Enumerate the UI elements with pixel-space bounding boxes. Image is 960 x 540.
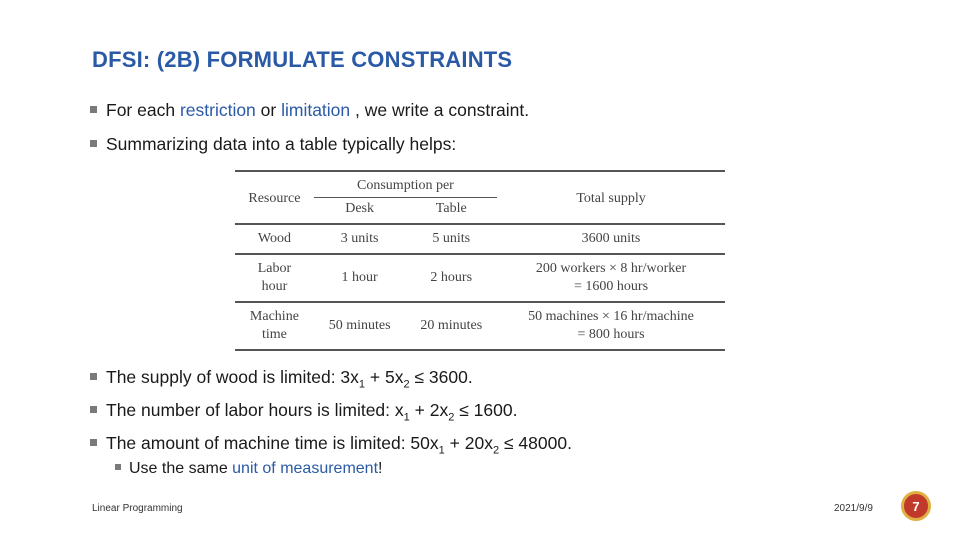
cell-total: 3600 units [497,224,725,254]
cell-resource: Machine time [235,302,314,350]
cell-total: 50 machines × 16 hr/machine = 800 hours [497,302,725,350]
bullet-summarizing: Summarizing data into a table typically helps: [90,134,456,155]
cell-total: 200 workers × 8 hr/worker = 1600 hours [497,254,725,302]
bullet-marker-icon [90,406,97,413]
keyword-limitation: limitation [281,100,351,120]
resource-table [235,170,725,351]
cell-desk: 1 hour [314,254,406,302]
footer-course-name: Linear Programming [92,503,183,514]
bullet-machine-constraint: The amount of machine time is limited: $50x_1 + 20x_2 \le 48000$. [90,433,572,457]
header-total-supply: Total supply [497,171,725,224]
keyword-restriction: restriction [179,100,256,120]
header-consumption: Consumption per [314,171,497,198]
bullet-marker-icon [115,464,121,470]
header-table: Table [435,201,467,216]
bullet-labor-constraint: The number of labor hours is limited: $x_1 + 2x_2 \le 1600$. [90,400,517,424]
cell-desk: 50 minutes [314,302,406,350]
footer-date: 2021/9/9 [834,503,873,514]
header-resource: Resource [235,171,314,224]
cell-desk: 3 units [314,224,406,254]
cell-resource: Wood [235,224,314,254]
cell-table: 2 hours [405,254,497,302]
keyword-unit-of-measurement: unit of measurement [232,460,379,477]
page-number-badge: 7 [901,491,931,521]
bullet-marker-icon [90,373,97,380]
table-row [235,302,725,350]
bullet-marker-icon [90,140,97,147]
bullet-marker-icon [90,106,97,113]
bullet-wood-constraint: The supply of wood is limited: $3x_1 + 5x_2 \le 3600$. [90,367,473,391]
cell-table: 20 minutes [405,302,497,350]
bullet-restriction: For each restriction or limitation , we write a constraint. [90,100,529,121]
table-row [235,254,725,302]
sub-bullet-units: Use the same unit of measurement! [115,460,382,478]
cell-table: 5 units [405,224,497,254]
header-desk: Desk [345,201,375,216]
table-row [235,224,725,254]
bullet-marker-icon [90,439,97,446]
cell-resource: Labor hour [235,254,314,302]
page-title: DFSI: (2B) FORMULATE CONSTRAINTS [92,47,513,72]
